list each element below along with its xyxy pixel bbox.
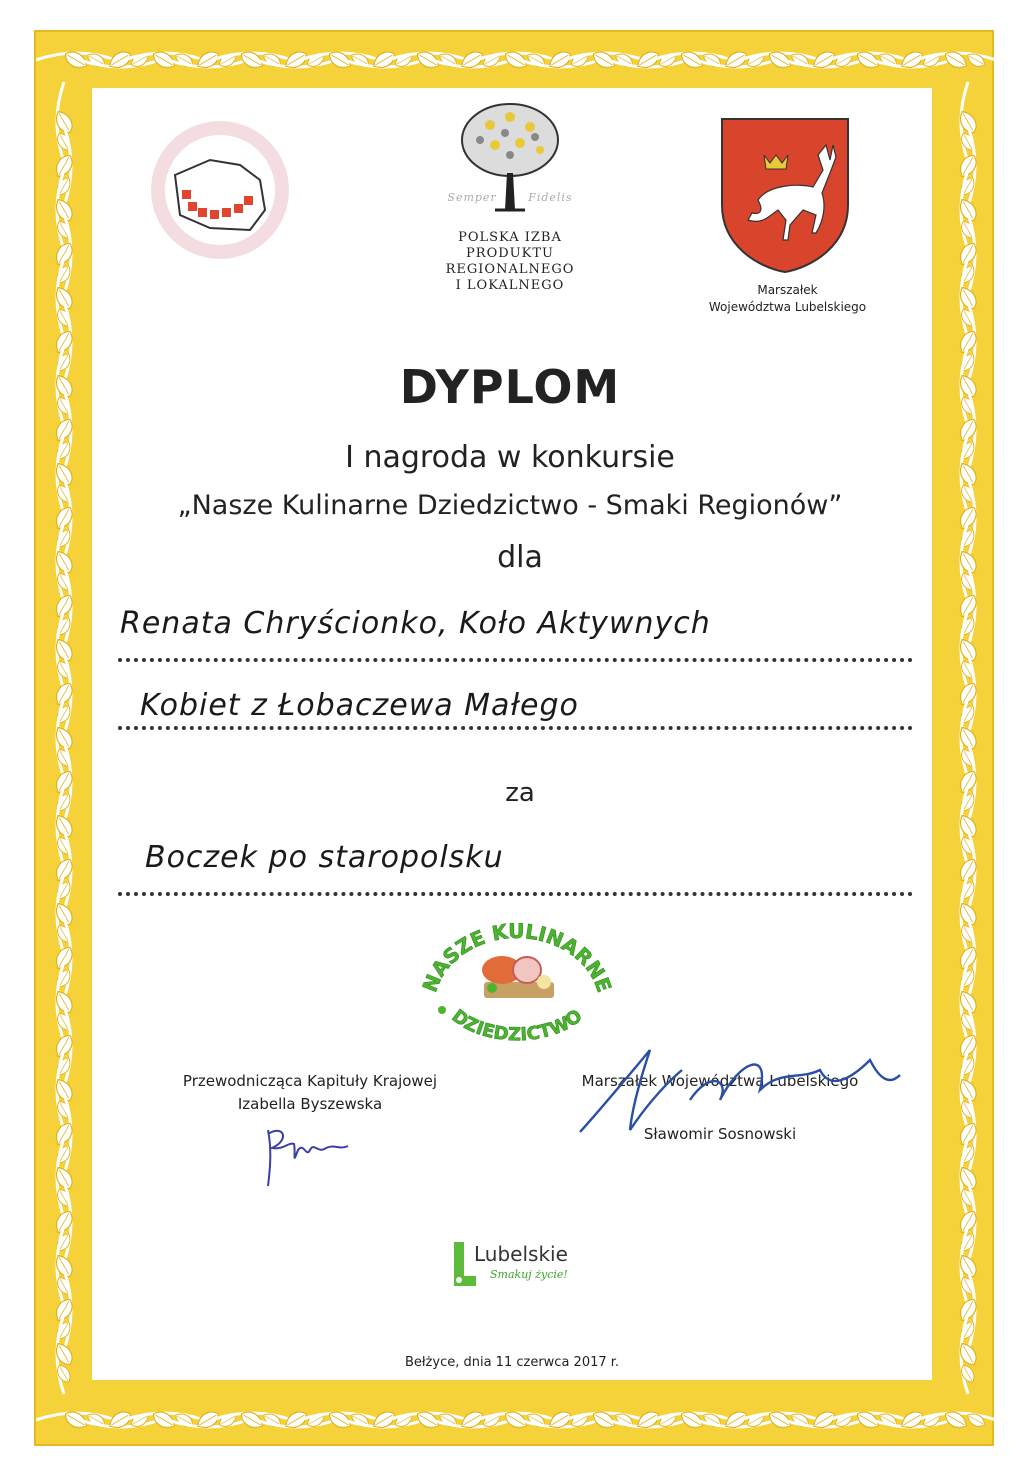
heritage-badge bbox=[412, 912, 622, 1052]
badge-bottom-text: DZIEDZICTWO bbox=[447, 1005, 587, 1046]
left-signer-title: Przewodnicząca Kapituły Krajowej bbox=[182, 1072, 438, 1090]
coat-of-arms bbox=[718, 115, 852, 275]
diploma-title: DYPLOM bbox=[399, 360, 621, 414]
lubelskie-name: Lubelskie bbox=[474, 1242, 568, 1266]
tree-motto: Semper Fidelis bbox=[447, 191, 573, 204]
lubelskie-logo bbox=[448, 1240, 588, 1296]
dotted-line bbox=[118, 726, 913, 730]
svg-text:DZIEDZICTWO bbox=[448, 1006, 586, 1046]
signature-scribble-left bbox=[250, 1120, 370, 1190]
lubelskie-tagline: Smakuj życie! bbox=[490, 1268, 568, 1281]
recipient-line-2: Kobiet z Łobaczewa Małego bbox=[140, 688, 579, 723]
dotted-line bbox=[118, 658, 913, 662]
chamber-name: POLSKA IZBA PRODUKTU REGIONALNEGO I LOKALNEGO bbox=[445, 230, 575, 293]
deer-icon bbox=[718, 115, 852, 275]
marshal-label: Marszałek Województwa Lubelskiego bbox=[708, 283, 867, 314]
map-logo bbox=[150, 120, 290, 270]
contest-name: „Nasze Kulinarne Dziedzictwo - Smaki Regionów” bbox=[177, 490, 843, 521]
award-subtitle: I nagroda w konkursie bbox=[345, 440, 675, 475]
right-signer-title: Marszałek Województwa Lubelskiego bbox=[581, 1072, 859, 1090]
for-label: dla bbox=[497, 540, 543, 575]
dotted-line bbox=[118, 892, 913, 896]
chamber-logo bbox=[435, 95, 585, 315]
signature-block-left bbox=[120, 1070, 500, 1197]
recipient-line-1: Renata Chryścionko, Koło Aktywnych bbox=[120, 606, 711, 641]
signature-scribble-right bbox=[570, 1040, 910, 1140]
za-label: za bbox=[505, 778, 535, 808]
badge-top-text: NASZE KULINARNE bbox=[417, 918, 617, 996]
dish-name: Boczek po staropolsku bbox=[145, 840, 504, 875]
right-signer-name: Sławomir Sosnowski bbox=[643, 1125, 797, 1143]
place-date: Bełżyce, dnia 11 czerwca 2017 r. bbox=[404, 1355, 620, 1370]
left-signer-name: Izabella Byszewska bbox=[237, 1095, 383, 1113]
